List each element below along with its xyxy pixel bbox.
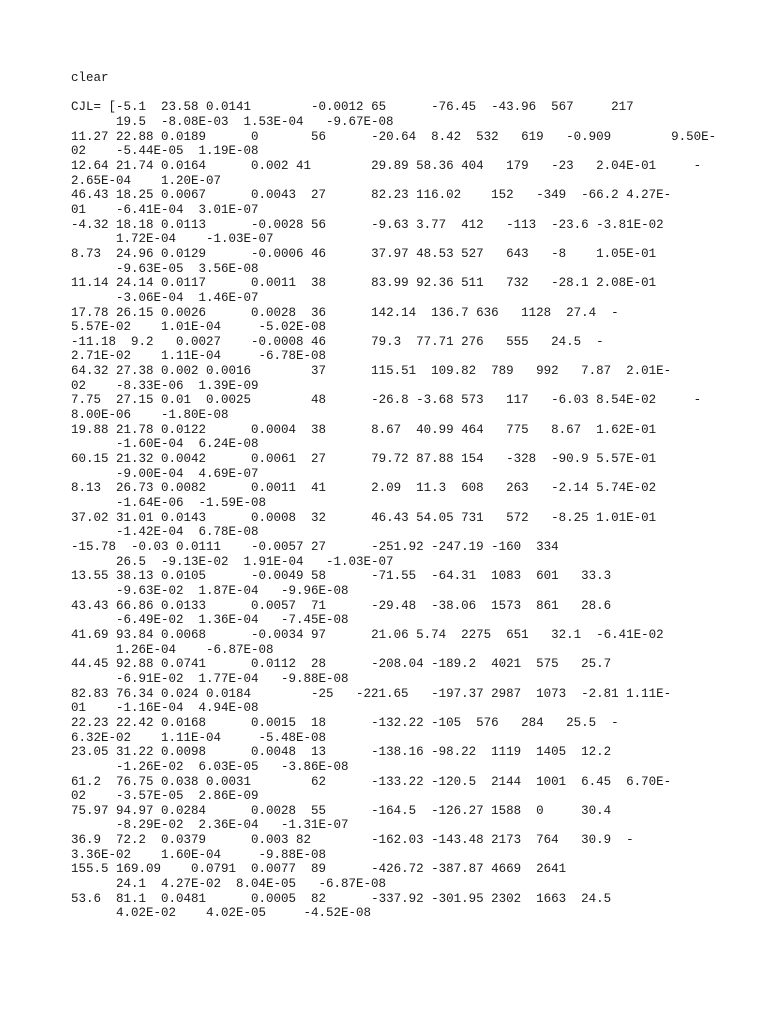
- code-line: 02 -8.33E-06 1.39E-09: [71, 378, 259, 393]
- code-line: 155.5 169.09 0.0791 0.0077 89 -426.72 -387.87 4669 2641: [71, 862, 567, 877]
- code-line: 61.2 76.75 0.038 0.0031 62 -133.22 -120.5 2144 1001 6.45 6.70E-: [71, 774, 672, 789]
- code-line: -9.00E-04 4.69E-07: [71, 466, 259, 481]
- code-line: -3.06E-04 1.46E-07: [71, 290, 259, 305]
- code-line: 8.73 24.96 0.0129 -0.0006 46 37.97 48.53 527 643 -8 1.05E-01: [71, 246, 657, 261]
- code-line: 37.02 31.01 0.0143 0.0008 32 46.43 54.05 731 572 -8.25 1.01E-01: [71, 510, 657, 525]
- code-line: -1.64E-06 -1.59E-08: [71, 496, 267, 511]
- code-line: 24.1 4.27E-02 8.04E-05 -6.87E-08: [71, 877, 387, 892]
- code-line: 5.57E-02 1.01E-04 -5.02E-08: [71, 320, 327, 335]
- code-line: 8.13 26.73 0.0082 0.0011 41 2.09 11.3 608 263 -2.14 5.74E-02: [71, 481, 657, 496]
- code-line: 22.23 22.42 0.0168 0.0015 18 -132.22 -105 576 284 25.5 -: [71, 715, 619, 730]
- code-line: 46.43 18.25 0.0067 0.0043 27 82.23 116.02 152 -349 -66.2 4.27E-: [71, 188, 672, 203]
- code-line: -15.78 -0.03 0.0111 -0.0057 27 -251.92 -247.19 -160 334: [71, 540, 559, 554]
- code-line: 64.32 27.38 0.002 0.0016 37 115.51 109.82 789 992 7.87 2.01E-: [71, 364, 672, 379]
- code-line: -1.42E-04 6.78E-08: [71, 525, 259, 540]
- code-line: 4.02E-02 4.02E-05 -4.52E-08: [71, 906, 372, 921]
- code-line: 13.55 38.13 0.0105 -0.0049 58 -71.55 -64.31 1083 601 33.3: [71, 569, 612, 584]
- code-line: 3.36E-02 1.60E-04 -9.88E-08: [71, 847, 327, 862]
- code-line: 43.43 66.86 0.0133 0.0057 71 -29.48 -38.06 1573 861 28.6: [71, 598, 612, 613]
- code-line: 1.26E-04 -6.87E-08: [71, 642, 274, 657]
- code-line: 8.00E-06 -1.80E-08: [71, 408, 229, 423]
- code-line: 11.27 22.88 0.0189 0 56 -20.64 8.42 532 619 -0.909 9.50E-: [71, 129, 717, 144]
- code-line: 02 -3.57E-05 2.86E-09: [71, 789, 259, 804]
- code-line: -9.63E-02 1.87E-04 -9.96E-08: [71, 583, 349, 598]
- code-line: 17.78 26.15 0.0026 0.0028 36 142.14 136.7 636 1128 27.4 -: [71, 305, 619, 320]
- code-line: 53.6 81.1 0.0481 0.0005 82 -337.92 -301.95 2302 1663 24.5: [71, 891, 612, 906]
- code-line: -4.32 18.18 0.0113 -0.0028 56 -9.63 3.77 412 -113 -23.6 -3.81E-02: [71, 217, 664, 232]
- code-line: -6.91E-02 1.77E-04 -9.88E-08: [71, 671, 349, 686]
- code-line: 2.65E-04 1.20E-07: [71, 173, 222, 188]
- code-line: 60.15 21.32 0.0042 0.0061 27 79.72 87.88 154 -328 -90.9 5.57E-01: [71, 452, 657, 467]
- code-line: -9.63E-05 3.56E-08: [71, 261, 259, 276]
- code-line: 7.75 27.15 0.01 0.0025 48 -26.8 -3.68 573 117 -6.03 8.54E-02 -: [71, 393, 702, 408]
- code-line: 2.71E-02 1.11E-04 -6.78E-08: [71, 349, 327, 364]
- code-line: 36.9 72.2 0.0379 0.003 82 -162.03 -143.48 2173 764 30.9 -: [71, 833, 634, 848]
- code-line: -11.18 9.2 0.0027 -0.0008 46 79.3 77.71 276 555 24.5 -: [71, 334, 604, 349]
- code-line: 19.5 -8.08E-03 1.53E-04 -9.67E-08: [71, 114, 394, 129]
- code-line: -8.29E-02 2.36E-04 -1.31E-07: [71, 818, 349, 833]
- code-line: 11.14 24.14 0.0117 0.0011 38 83.99 92.36 511 732 -28.1 2.08E-01: [71, 276, 657, 291]
- code-line: 6.32E-02 1.11E-04 -5.48E-08: [71, 730, 327, 745]
- code-line: 12.64 21.74 0.0164 0.002 41 29.89 58.36 404 179 -23 2.04E-01 -: [71, 158, 702, 173]
- code-line: clear: [71, 71, 109, 85]
- code-line: -1.26E-02 6.03E-05 -3.86E-08: [71, 759, 349, 774]
- code-listing: [71, 71, 716, 921]
- code-line: 75.97 94.97 0.0284 0.0028 55 -164.5 -126.27 1588 0 30.4: [71, 803, 612, 818]
- code-line: 82.83 76.34 0.024 0.0184 -25 -221.65 -197.37 2987 1073 -2.81 1.11E-: [71, 686, 672, 701]
- code-line: -1.60E-04 6.24E-08: [71, 437, 259, 452]
- code-line: [71, 86, 716, 101]
- code-line: CJL= [-5.1 23.58 0.0141 -0.0012 65 -76.45 -43.96 567 217: [71, 100, 634, 115]
- code-line: 01 -1.16E-04 4.94E-08: [71, 701, 259, 716]
- code-line: 23.05 31.22 0.0098 0.0048 13 -138.16 -98.22 1119 1405 12.2: [71, 745, 612, 760]
- code-line: -6.49E-02 1.36E-04 -7.45E-08: [71, 613, 349, 628]
- code-line: 1.72E-04 -1.03E-07: [71, 232, 274, 247]
- code-line: 02 -5.44E-05 1.19E-08: [71, 144, 259, 159]
- code-line: 41.69 93.84 0.0068 -0.0034 97 21.06 5.74 2275 651 32.1 -6.41E-02: [71, 627, 664, 642]
- code-line: 26.5 -9.13E-02 1.91E-04 -1.03E-07: [71, 554, 394, 569]
- code-line: 44.45 92.88 0.0741 0.0112 28 -208.04 -189.2 4021 575 25.7: [71, 657, 612, 672]
- code-line: 19.88 21.78 0.0122 0.0004 38 8.67 40.99 464 775 8.67 1.62E-01: [71, 422, 657, 437]
- code-line: 01 -6.41E-04 3.01E-07: [71, 202, 259, 217]
